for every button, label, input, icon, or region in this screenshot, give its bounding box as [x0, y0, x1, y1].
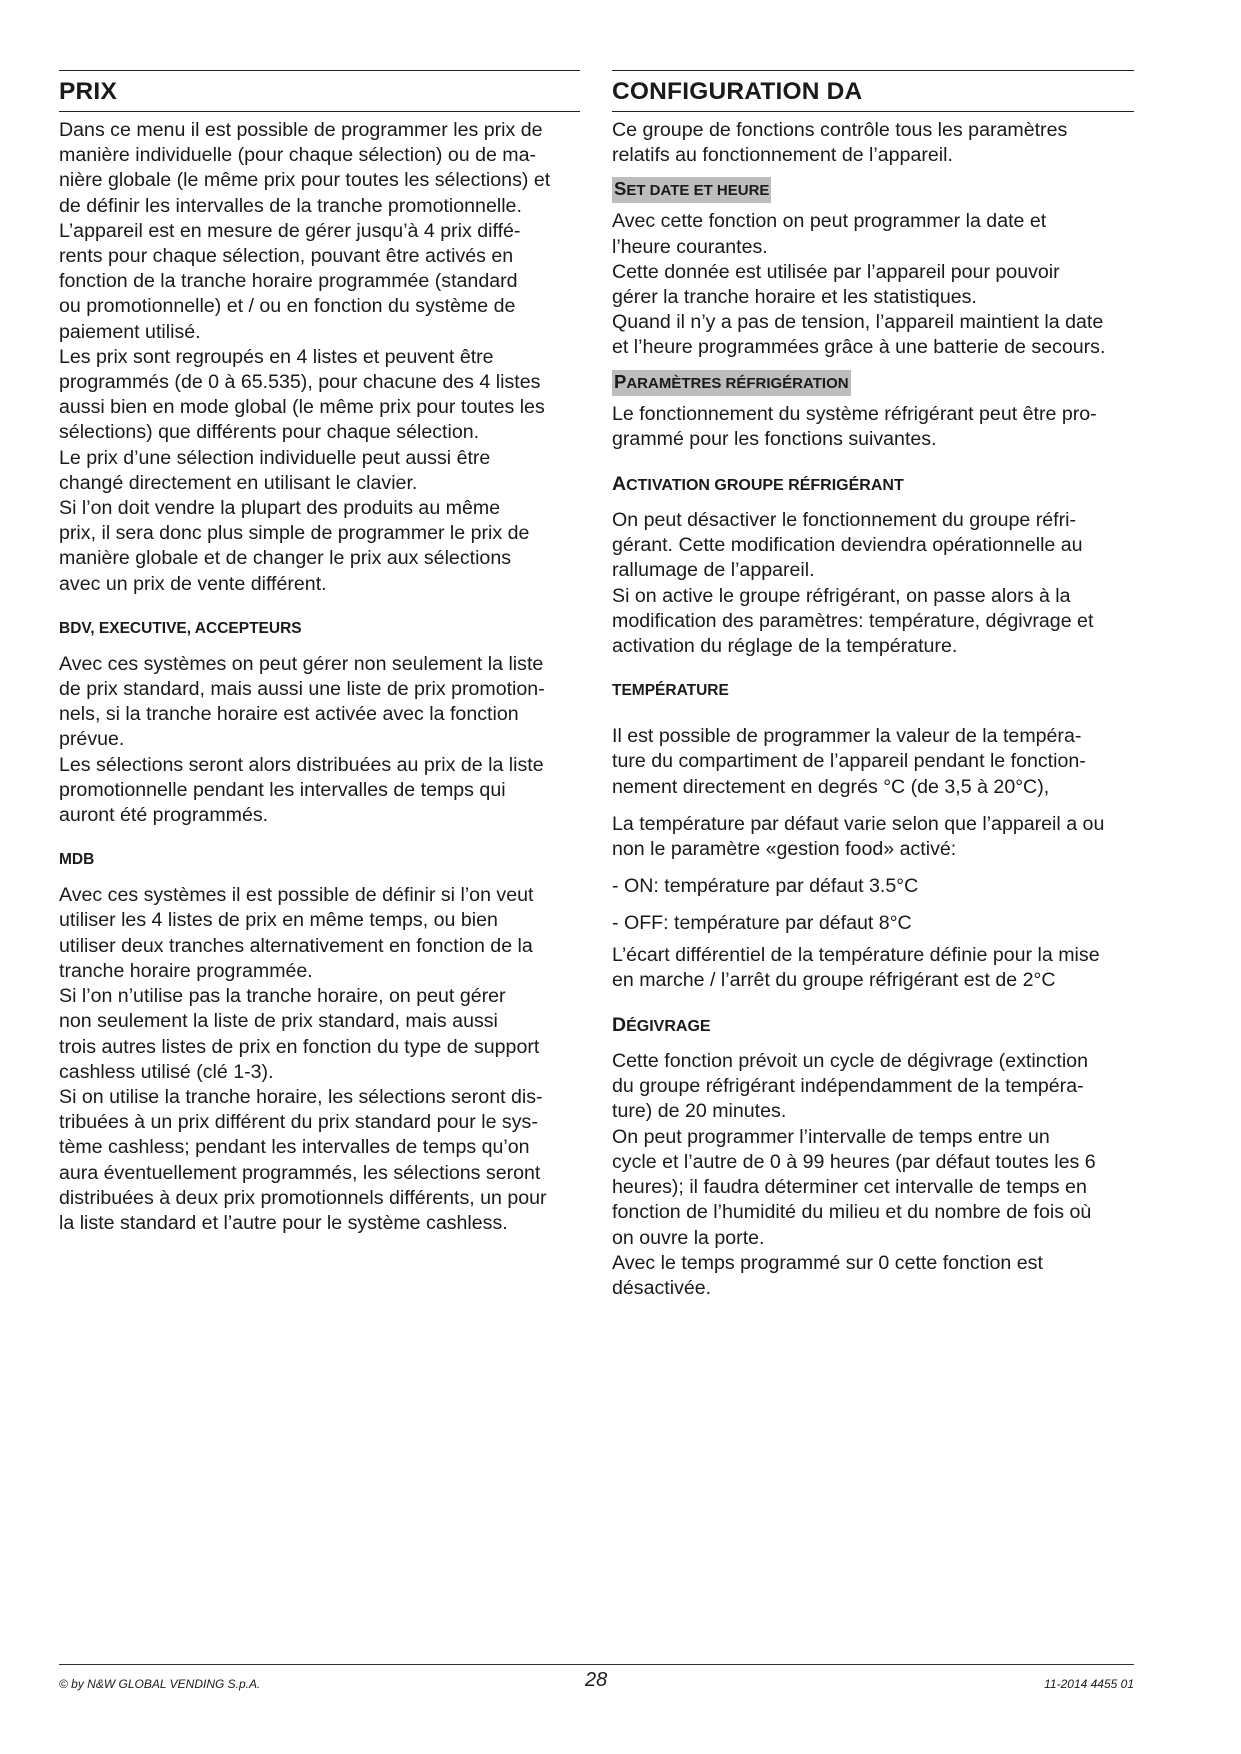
text-line: Quand il n’y a pas de tension, l’appareil maintient la date [612, 311, 1104, 334]
text-line: Si l’on doit vendre la plupart des produits au même [59, 497, 501, 520]
highlight-heading-parametres: PARAMÈTRES RÉFRIGÉRATION [612, 370, 851, 396]
text-line: auront été programmés. [59, 804, 269, 827]
text-line: rents pour chaque sélection, pouvant être activés en [59, 245, 514, 268]
section-title-prix: PRIX [59, 70, 580, 112]
temperature-on-line: - ON: température par défaut 3.5°C [612, 875, 919, 898]
footer-document-code: 11-2014 4455 01 [1044, 1677, 1134, 1691]
text-line: de prix standard, mais aussi une liste de prix promotion- [59, 678, 545, 701]
text-line: distribuées à deux prix promotionnels différents, un pour [59, 1186, 547, 1209]
text-line: aura éventuellement programmés, les sélections seront [59, 1161, 541, 1184]
text-line: prévue. [59, 728, 125, 751]
text-line: tème cashless; pendant les intervalles de temps qu’on [59, 1136, 530, 1159]
text-line: tribuées à un prix différent du prix standard pour le sys- [59, 1111, 538, 1134]
text-line: Le fonctionnement du système réfrigérant peut être pro- [612, 402, 1097, 425]
text-line: manière globale et de changer le prix aux sélections [59, 547, 512, 570]
page-footer [59, 1664, 1134, 1693]
text-line: La température par défaut varie selon que l’appareil a ou [612, 812, 1105, 835]
text-line: rallumage de l’appareil. [612, 559, 815, 582]
text-line: l’heure courantes. [612, 235, 768, 258]
text-line: désactivée. [612, 1276, 712, 1299]
text-line: manière individuelle (pour chaque sélection) ou de ma- [59, 144, 537, 167]
text-line: On peut désactiver le fonctionnement du groupe réfri- [612, 509, 1076, 532]
text-line: Ce groupe de fonctions contrôle tous les paramètres [612, 119, 1068, 141]
text-line: Les sélections seront alors distribuées au prix de la liste [59, 753, 544, 776]
text-line: du groupe réfrigérant indépendamment de la tempéra- [612, 1075, 1084, 1098]
text-line: Dans ce menu il est possible de programmer les prix de [59, 119, 543, 141]
prix-intro-paragraph [59, 118, 580, 597]
text-line: L’écart différentiel de la température définie pour la mise [612, 943, 1100, 966]
temperature-paragraph-1 [612, 724, 1134, 800]
text-line: utiliser les 4 listes de prix en même temps, ou bien [59, 909, 498, 932]
text-line: Il est possible de programmer la valeur de la tempéra- [612, 725, 1082, 748]
text-line: cashless utilisé (clé 1-3). [59, 1060, 274, 1083]
section-title-configuration: CONFIGURATION DA [612, 70, 1134, 112]
text-line: prix, il sera donc plus simple de programmer le prix de [59, 522, 530, 545]
text-line: non le paramètre «gestion food» activé: [612, 838, 957, 861]
text-line: ture) de 20 minutes. [612, 1100, 787, 1123]
text-line: Avec cette fonction on peut programmer la date et [612, 210, 1047, 233]
subheading-temperature: TEMPÉRATURE [612, 682, 729, 700]
text-line: aussi bien en mode global (le même prix pour toutes les [59, 396, 545, 419]
text-line: Si on active le groupe réfrigérant, on passe alors à la [612, 584, 1071, 607]
text-line: activation du réglage de la température. [612, 635, 958, 658]
footer-page-number: 28 [585, 1669, 608, 1691]
text-line: Avec le temps programmé sur 0 cette fonction est [612, 1251, 1043, 1274]
text-line: Cette donnée est utilisée par l’appareil pour pouvoir [612, 260, 1060, 283]
text-line: Le prix d’une sélection individuelle peut aussi être [59, 446, 491, 469]
text-line: On peut programmer l’intervalle de temps entre un [612, 1125, 1050, 1148]
left-column [59, 70, 580, 1236]
degivrage-paragraph [612, 1049, 1134, 1301]
text-line: grammé pour les fonctions suivantes. [612, 427, 937, 450]
text-line: gérer la tranche horaire et les statistiques. [612, 286, 977, 309]
text-line: gérant. Cette modification deviendra opérationnelle au [612, 534, 1083, 557]
text-line: utiliser deux tranches alternativement en fonction de la [59, 934, 533, 957]
text-line: Avec ces systèmes il est possible de définir si l’on veut [59, 884, 534, 907]
subheading-bdv: BDV, EXECUTIVE, ACCEPTEURS [59, 619, 302, 637]
temperature-paragraph-2 [612, 812, 1134, 862]
text-line: fonction de l’humidité du milieu et du nombre de fois où [612, 1201, 1092, 1224]
highlight-heading-set-date: SET DATE ET HEURE [612, 177, 771, 203]
text-line: promotionnelle pendant les intervalles de temps qui [59, 778, 506, 801]
text-line: L’appareil est en mesure de gérer jusqu’à 4 prix diffé- [59, 219, 521, 242]
text-line: de définir les intervalles de la tranche promotionnelle. [59, 194, 522, 217]
mdb-paragraph [59, 883, 580, 1236]
text-line: Cette fonction prévoit un cycle de dégivrage (extinction [612, 1050, 1088, 1073]
subheading-degivrage: DÉGIVRAGE [612, 1014, 711, 1037]
text-line: et l’heure programmées grâce à une batterie de secours. [612, 336, 1106, 359]
text-line: ou promotionnelle) et / ou en fonction du système de [59, 295, 516, 318]
subheading-activation: ACTIVATION GROUPE RÉFRIGÉRANT [612, 473, 904, 496]
text-line: relatifs au fonctionnement de l’appareil. [612, 144, 953, 167]
text-line: modification des paramètres: température, dégivrage et [612, 609, 1094, 632]
text-line: tranche horaire programmée. [59, 959, 313, 982]
parametres-paragraph [612, 402, 1134, 452]
footer-copyright: © by N&W GLOBAL VENDING S.p.A. [59, 1677, 261, 1691]
text-line: nière globale (le même prix pour toutes les sélections) et [59, 169, 551, 192]
right-column [612, 70, 1134, 1301]
text-line: Si l’on n’utilise pas la tranche horaire, on peut gérer [59, 985, 506, 1008]
text-line: programmés (de 0 à 65.535), pour chacune des 4 listes [59, 371, 541, 394]
text-line: en marche / l’arrêt du groupe réfrigérant est de 2°C [612, 968, 1056, 991]
text-line: Si on utilise la tranche horaire, les sélections seront dis- [59, 1085, 543, 1108]
text-line: cycle et l’autre de 0 à 99 heures (par défaut toutes les 6 [612, 1150, 1096, 1173]
subheading-mdb: MDB [59, 851, 95, 869]
text-line: paiement utilisé. [59, 320, 201, 343]
text-line: avec un prix de vente différent. [59, 572, 327, 595]
text-line: non seulement la liste de prix standard, mais aussi [59, 1010, 498, 1033]
text-line: sélections) que différents pour chaque sélection. [59, 421, 480, 444]
configuration-intro-paragraph [612, 118, 1134, 168]
text-line: nels, si la tranche horaire est activée avec la fonction [59, 703, 519, 726]
text-line: Avec ces systèmes on peut gérer non seulement la liste [59, 652, 544, 675]
temperature-off-line: - OFF: température par défaut 8°C [612, 912, 912, 935]
activation-paragraph [612, 508, 1134, 659]
text-line: fonction de la tranche horaire programmée (standard [59, 270, 518, 293]
text-line: on ouvre la porte. [612, 1226, 765, 1249]
text-line: heures); il faudra déterminer cet intervalle de temps en [612, 1176, 1087, 1199]
temperature-paragraph-3 [612, 943, 1134, 993]
text-line: changé directement en utilisant le clavier. [59, 471, 418, 494]
text-line: ture du compartiment de l’appareil pendant le fonction- [612, 750, 1086, 773]
set-date-paragraph [612, 209, 1134, 360]
bdv-paragraph [59, 652, 580, 828]
text-line: nement directement en degrés °C (de 3,5 à 20°C), [612, 775, 1050, 798]
text-line: Les prix sont regroupés en 4 listes et peuvent être [59, 345, 494, 368]
text-line: trois autres listes de prix en fonction du type de support [59, 1035, 540, 1058]
text-line: la liste standard et l’autre pour le système cashless. [59, 1211, 508, 1234]
